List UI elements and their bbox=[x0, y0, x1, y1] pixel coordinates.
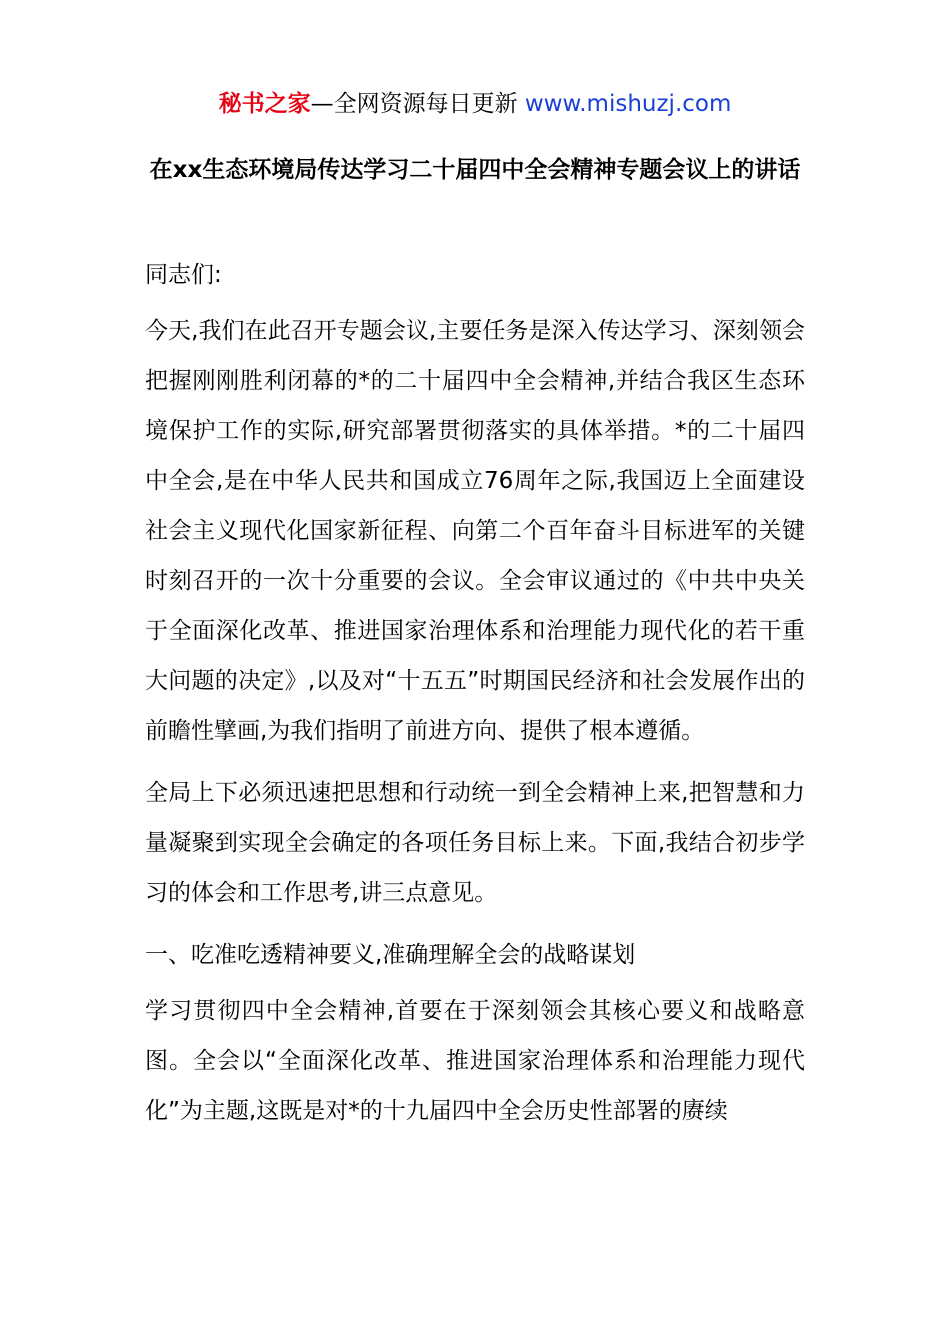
document-body bbox=[145, 250, 805, 1148]
paragraph-summary: 全局上下必须迅速把思想和行动统一到全会精神上来,把智慧和力量凝聚到实现全会确定的各项任务目标上来。下面,我结合初步学习的体会和工作思考,讲三点意见。 bbox=[145, 780, 805, 906]
salutation: 同志们: bbox=[145, 262, 222, 288]
site-header bbox=[0, 86, 950, 122]
section-heading: 一、吃准吃透精神要义,准确理解全会的战略谋划 bbox=[145, 942, 636, 968]
section-paragraph: 学习贯彻四中全会精神,首要在于深刻领会其核心要义和战略意图。全会以“全面深化改革、推进国家治理体系和治理能力现代化”为主题,这既是对*的十九届四中全会历史性部署的赓续 bbox=[145, 998, 805, 1124]
header-tagline: —全网资源每日更新 bbox=[310, 91, 525, 117]
brand-name: 秘书之家 bbox=[218, 91, 311, 117]
document-title: 在xx生态环境局传达学习二十届四中全会精神专题会议上的讲话 bbox=[149, 157, 801, 183]
site-url-link[interactable]: www.mishuzj.com bbox=[524, 91, 732, 117]
paragraph-intro: 今天,我们在此召开专题会议,主要任务是深入传达学习、深刻领会把握刚刚胜利闭幕的*的二十届四中全会精神,并结合我区生态环境保护工作的实际,研究部署贯彻落实的具体举措。*的二十届四中全会,是在中华人民共和国成立76周年之际,我国迈上全面建设社会主义现代化国家新征程、向第二个百年奋斗目标进军的关键时刻召开的一次十分重要的会议。全会审议通过的《中共中央关于全面深化改革、推进国家治理体系和治理能力现代化的若干重大问题的决定》,以及对“十五五”时期国民经济和社会发展作出的前瞻性擘画,为我们指明了前进方向、提供了根本遵循。 bbox=[145, 318, 805, 744]
